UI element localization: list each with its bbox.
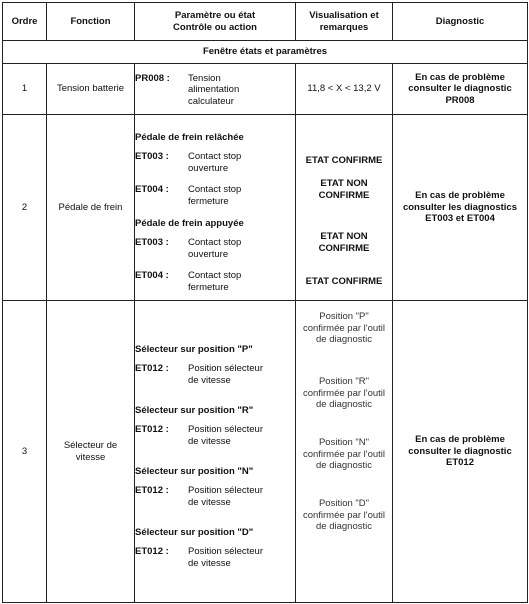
visualisation-cell: 11,8 < X < 13,2 V [296, 64, 393, 115]
param-desc-line2: de vitesse [188, 374, 231, 386]
header-diagnostic: Diagnostic [393, 3, 528, 41]
vis-line2: confirmée par l'outil [302, 509, 386, 521]
param-pair [135, 237, 295, 260]
diag-line1: En cas de problème [415, 434, 505, 446]
param-desc [188, 237, 295, 260]
header-parametre-line1: Paramètre ou état [174, 9, 256, 21]
vis-block [296, 433, 392, 494]
visualisation-cell [296, 115, 393, 301]
diagnostic-cell [393, 301, 528, 603]
position-block [135, 344, 295, 405]
param-code: ET003 : [135, 237, 169, 249]
vis-state-line2: CONFIRME [318, 242, 370, 254]
param-desc-line1: Contact stop [188, 270, 242, 282]
vis-state-text: ETAT CONFIRME [305, 155, 383, 167]
param-code: ET012 : [135, 363, 169, 375]
vis-state [296, 178, 392, 212]
header-ordre: Ordre [3, 3, 47, 41]
param-code: PR008 : [135, 72, 170, 84]
param-desc [188, 73, 295, 108]
param-desc-line2: de vitesse [188, 496, 231, 508]
header-row [3, 3, 528, 41]
diag-line3: ET003 et ET004 [425, 213, 495, 225]
param-pair [135, 73, 295, 108]
vis-state-text: ETAT CONFIRME [305, 276, 383, 288]
fonction-cell: Pédale de frein [47, 115, 135, 301]
vis-state-line1: ETAT NON [320, 178, 368, 189]
vis-line1: Position "R" [318, 376, 370, 387]
vis-line3: de diagnostic [316, 521, 372, 533]
vis-block [296, 494, 392, 533]
param-desc-line2: de vitesse [188, 435, 231, 447]
vis-state [296, 265, 392, 299]
diag-line3: PR008 [445, 94, 475, 106]
vis-line1: Position "D" [318, 498, 370, 509]
param-desc [188, 546, 295, 569]
position-block [135, 466, 295, 527]
param-heading-pressed: Pédale de frein appuyée [135, 217, 244, 229]
ordre-cell: 2 [3, 115, 47, 301]
param-desc [188, 424, 295, 447]
section-title: Fenêtre états et paramètres [3, 41, 528, 64]
param-desc [188, 151, 295, 174]
fonction-cell: Tension batterie [47, 64, 135, 115]
vis-line3: de diagnostic [316, 460, 372, 472]
ordre-cell: 3 [3, 301, 47, 603]
diag-line2: consulter le diagnostic [408, 445, 512, 457]
position-heading: Sélecteur sur position "N" [135, 465, 254, 477]
diagnostic-cell [393, 64, 528, 115]
param-pair [135, 151, 295, 174]
param-code: ET012 : [135, 546, 169, 558]
param-desc-line1: Tension [188, 72, 221, 84]
fonction-cell [47, 301, 135, 603]
header-visualisation-line1: Visualisation et [309, 9, 379, 21]
diag-line2: consulter les diagnostics [402, 201, 518, 213]
vis-line1: Position "N" [318, 437, 370, 448]
param-desc-line2: fermeture [188, 281, 229, 293]
fonction-line1: Sélecteur de [63, 439, 118, 451]
visualisation-cell [296, 301, 393, 603]
param-desc-line2: de vitesse [188, 557, 231, 569]
vis-line3: de diagnostic [316, 334, 372, 346]
vis-state-line1: ETAT NON [320, 231, 368, 242]
diag-line3: ET012 [446, 457, 474, 469]
header-visualisation [296, 3, 393, 41]
param-code: ET003 : [135, 151, 169, 163]
vis-state [296, 144, 392, 178]
param-desc-line1: Contact stop [188, 237, 242, 249]
vis-block [296, 311, 392, 372]
fonction-line2: vitesse [75, 451, 106, 463]
position-block [135, 527, 295, 570]
vis-line3: de diagnostic [316, 399, 372, 411]
vis-block [296, 372, 392, 433]
param-desc-line1: Contact stop [188, 151, 242, 163]
position-heading: Sélecteur sur position "P" [135, 343, 253, 355]
param-desc [188, 363, 295, 386]
param-desc-line2: ouverture [188, 162, 229, 174]
param-code: ET004 : [135, 270, 169, 282]
param-desc-line1: Position sélecteur [188, 485, 263, 497]
diag-line2: consulter le diagnostic [408, 83, 512, 95]
position-block [135, 405, 295, 466]
diag-line1: En cas de problème [415, 71, 505, 83]
diagnostic-cell [393, 115, 528, 301]
param-desc-line1: Position sélecteur [188, 546, 263, 558]
parametre-cell [135, 115, 296, 301]
parametre-cell [135, 64, 296, 115]
param-desc-line2: fermeture [188, 195, 229, 207]
vis-line2: confirmée par l'outil [302, 387, 386, 399]
param-desc [188, 184, 295, 207]
param-desc-line3: calculateur [188, 95, 234, 107]
vis-state-line2: CONFIRME [318, 189, 370, 201]
table-row-1 [3, 64, 528, 115]
diag-line1: En cas de problème [415, 190, 505, 202]
param-pair [135, 184, 295, 207]
vis-state [296, 231, 392, 265]
section-row [3, 41, 528, 64]
header-fonction: Fonction [47, 3, 135, 41]
ordre-cell: 1 [3, 64, 47, 115]
vis-spacer [296, 125, 392, 144]
param-code: ET004 : [135, 184, 169, 196]
param-desc-line1: Contact stop [188, 184, 242, 196]
param-desc-line1: Position sélecteur [188, 363, 263, 375]
param-heading-released: Pédale de frein relâchée [135, 131, 244, 143]
parametre-cell [135, 301, 296, 603]
vis-line2: confirmée par l'outil [302, 322, 386, 334]
vis-line2: confirmée par l'outil [302, 448, 386, 460]
table-row-2 [3, 115, 528, 301]
param-code: ET012 : [135, 424, 169, 436]
table-row-3 [3, 301, 528, 603]
header-parametre [135, 3, 296, 41]
diagnostic-table [2, 2, 528, 603]
param-pair [135, 485, 295, 508]
vis-line1: Position "P" [319, 311, 369, 322]
vis-spacer [296, 212, 392, 231]
param-code: ET012 : [135, 485, 169, 497]
header-visualisation-line2: remarques [319, 21, 369, 33]
param-desc [188, 270, 295, 293]
param-desc-line2: alimentation [188, 84, 240, 96]
position-heading: Sélecteur sur position "R" [135, 404, 254, 416]
position-heading: Sélecteur sur position "D" [135, 526, 254, 538]
param-pair [135, 363, 295, 386]
header-parametre-line2: Contrôle ou action [173, 21, 257, 33]
param-desc-line1: Position sélecteur [188, 424, 263, 436]
param-pair [135, 424, 295, 447]
param-desc [188, 485, 295, 508]
param-pair [135, 270, 295, 293]
param-desc-line2: ouverture [188, 248, 229, 260]
param-pair [135, 546, 295, 569]
